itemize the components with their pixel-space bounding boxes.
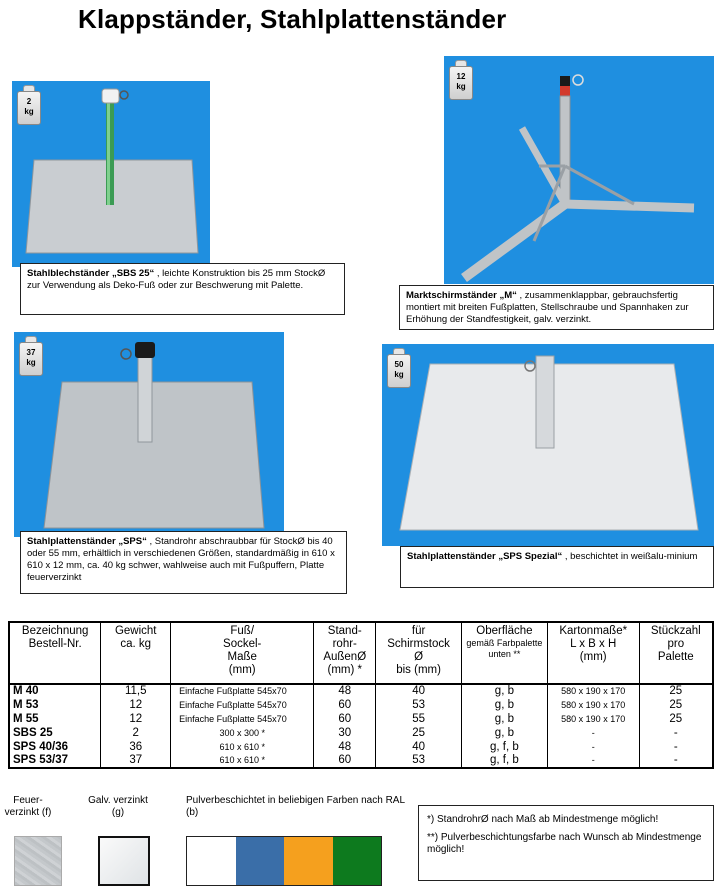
swatch-pulver-color — [187, 837, 236, 885]
table-header-cell: Oberfläche gemäß Farbpalette unten ** — [462, 622, 548, 684]
table-header-cell: Stand- rohr- AußenØ (mm) * — [314, 622, 376, 684]
page-title: Klappständer, Stahlplattenständer — [78, 4, 507, 34]
table-row — [9, 740, 713, 754]
table-header-cell: Kartonmaße* L x B x H (mm) — [547, 622, 639, 684]
table-cell-tube: 48 — [314, 684, 376, 698]
swatch-pulver-color — [236, 837, 285, 885]
legend-pulver-label: Pulverbeschichtet in beliebigen Farben nach RAL (b) — [186, 795, 405, 818]
swatch-pulver-color — [333, 837, 382, 885]
table-cell-weight: 11,5 — [101, 684, 171, 698]
table-cell-name: M 40 — [9, 684, 101, 698]
swatch-galv-verzinkt — [98, 836, 150, 886]
table-header-cell: Fuß/ Sockel- Maße (mm) — [171, 622, 314, 684]
weight-icon: 37 kg — [18, 336, 44, 376]
table-cell-tube: 48 — [314, 740, 376, 754]
m-stand-illustration — [444, 56, 714, 284]
table-cell-qty: 25 — [639, 684, 713, 698]
table-cell-stock: 53 — [376, 754, 462, 768]
table-header-cell: Gewicht ca. kg — [101, 622, 171, 684]
table-cell-karton: 580 x 190 x 170 — [547, 684, 639, 698]
table-cell-stock: 55 — [376, 712, 462, 726]
product-photo-m — [444, 56, 714, 284]
sps-spezial-illustration — [382, 344, 714, 546]
caption-m: Marktschirmständer „M“ , zusammenklappbar, gebrauchsfertig montiert mit breiten Fußplatten, Stellschraube und Spannhaken zur Erhöhung der Standfestigkeit, galv. verzinkt. — [399, 285, 714, 330]
table-cell-karton: - — [547, 754, 639, 768]
table-cell-tube: 60 — [314, 698, 376, 712]
swatch-pulver-group — [186, 836, 382, 886]
footnote-2: **) Pulverbeschichtungsfarbe nach Wunsch ab Mindestmenge möglich! — [427, 832, 702, 855]
caption-sps: Stahlplattenständer „SPS“ , Standrohr abschraubbar für StockØ bis 40 oder 55 mm, erhältlich in verschiedenen Größen, standardmäßig in 610 x 610 x 12 mm, ca. 40 kg schwer, wahlweise auch mit Fußpuffern, Platte feuerverzinkt — [20, 531, 347, 594]
table-cell-name: M 55 — [9, 712, 101, 726]
table-cell-weight: 2 — [101, 726, 171, 740]
table-cell-surface: g, b — [462, 684, 548, 698]
table-cell-name: SBS 25 — [9, 726, 101, 740]
table-header-cell: für Schirmstock Ø bis (mm) — [376, 622, 462, 684]
swatch-feuerverzinkt — [14, 836, 62, 886]
table-cell-weight: 12 — [101, 712, 171, 726]
table-cell-weight: 37 — [101, 754, 171, 768]
table-cell-stock: 25 — [376, 726, 462, 740]
table-cell-foot: 610 x 610 * — [171, 740, 314, 754]
swatch-pulver-color — [284, 837, 333, 885]
table-cell-foot: 610 x 610 * — [171, 754, 314, 768]
legend-feuer-label: Feuer- verzinkt (f) — [4, 795, 52, 818]
table-cell-name: SPS 40/36 — [9, 740, 101, 754]
table-cell-surface: g, b — [462, 698, 548, 712]
table-cell-surface: g, b — [462, 726, 548, 740]
table-cell-karton: - — [547, 740, 639, 754]
product-photo-sps-spezial — [382, 344, 714, 546]
spec-table — [8, 621, 714, 769]
table-cell-karton: - — [547, 726, 639, 740]
table-row — [9, 754, 713, 768]
table-cell-tube: 60 — [314, 712, 376, 726]
table-cell-qty: 25 — [639, 712, 713, 726]
caption-sps-spezial: Stahlplattenständer „SPS Spezial“ , beschichtet in weißalu-minium — [400, 546, 714, 588]
table-cell-qty: 25 — [639, 698, 713, 712]
weight-icon: 12 kg — [448, 60, 474, 100]
caption-sbs25: Stahlblechständer „SBS 25“ , leichte Konstruktion bis 25 mm StockØ zur Verwendung als Deko-Fuß oder zur Beschwerung mit Palette. — [20, 263, 345, 315]
weight-icon: 50 kg — [386, 348, 412, 388]
weight-icon: 2 kg — [16, 85, 42, 125]
table-cell-foot: Einfache Fußplatte 545x70 — [171, 698, 314, 712]
table-cell-foot: Einfache Fußplatte 545x70 — [171, 712, 314, 726]
table-row — [9, 684, 713, 698]
table-cell-surface: g, b — [462, 712, 548, 726]
table-cell-qty: - — [639, 726, 713, 740]
legend-galv-label: Galv. verzinkt (g) — [88, 795, 148, 818]
table-cell-stock: 40 — [376, 740, 462, 754]
footnotes-box — [418, 805, 714, 881]
table-cell-surface: g, f, b — [462, 754, 548, 768]
table-cell-foot: 300 x 300 * — [171, 726, 314, 740]
table-cell-name: SPS 53/37 — [9, 754, 101, 768]
table-cell-stock: 53 — [376, 698, 462, 712]
table-row — [9, 726, 713, 740]
table-cell-qty: - — [639, 754, 713, 768]
table-row — [9, 698, 713, 712]
table-cell-weight: 36 — [101, 740, 171, 754]
product-photo-sbs25 — [12, 81, 210, 267]
table-body — [9, 684, 713, 768]
table-cell-karton: 580 x 190 x 170 — [547, 698, 639, 712]
table-cell-karton: 580 x 190 x 170 — [547, 712, 639, 726]
table-header-cell: Bezeichnung Bestell-Nr. — [9, 622, 101, 684]
table-cell-qty: - — [639, 740, 713, 754]
table-cell-stock: 40 — [376, 684, 462, 698]
table-cell-name: M 53 — [9, 698, 101, 712]
sps-illustration — [14, 332, 284, 537]
table-cell-tube: 30 — [314, 726, 376, 740]
table-cell-weight: 12 — [101, 698, 171, 712]
table-cell-tube: 60 — [314, 754, 376, 768]
table-row — [9, 712, 713, 726]
product-photo-sps — [14, 332, 284, 537]
table-cell-surface: g, f, b — [462, 740, 548, 754]
table-header-row — [9, 622, 713, 684]
footnote-1: *) StandrohrØ nach Maß ab Mindestmenge möglich! — [427, 814, 659, 825]
table-header-cell: Stückzahl pro Palette — [639, 622, 713, 684]
table-cell-foot: Einfache Fußplatte 545x70 — [171, 684, 314, 698]
